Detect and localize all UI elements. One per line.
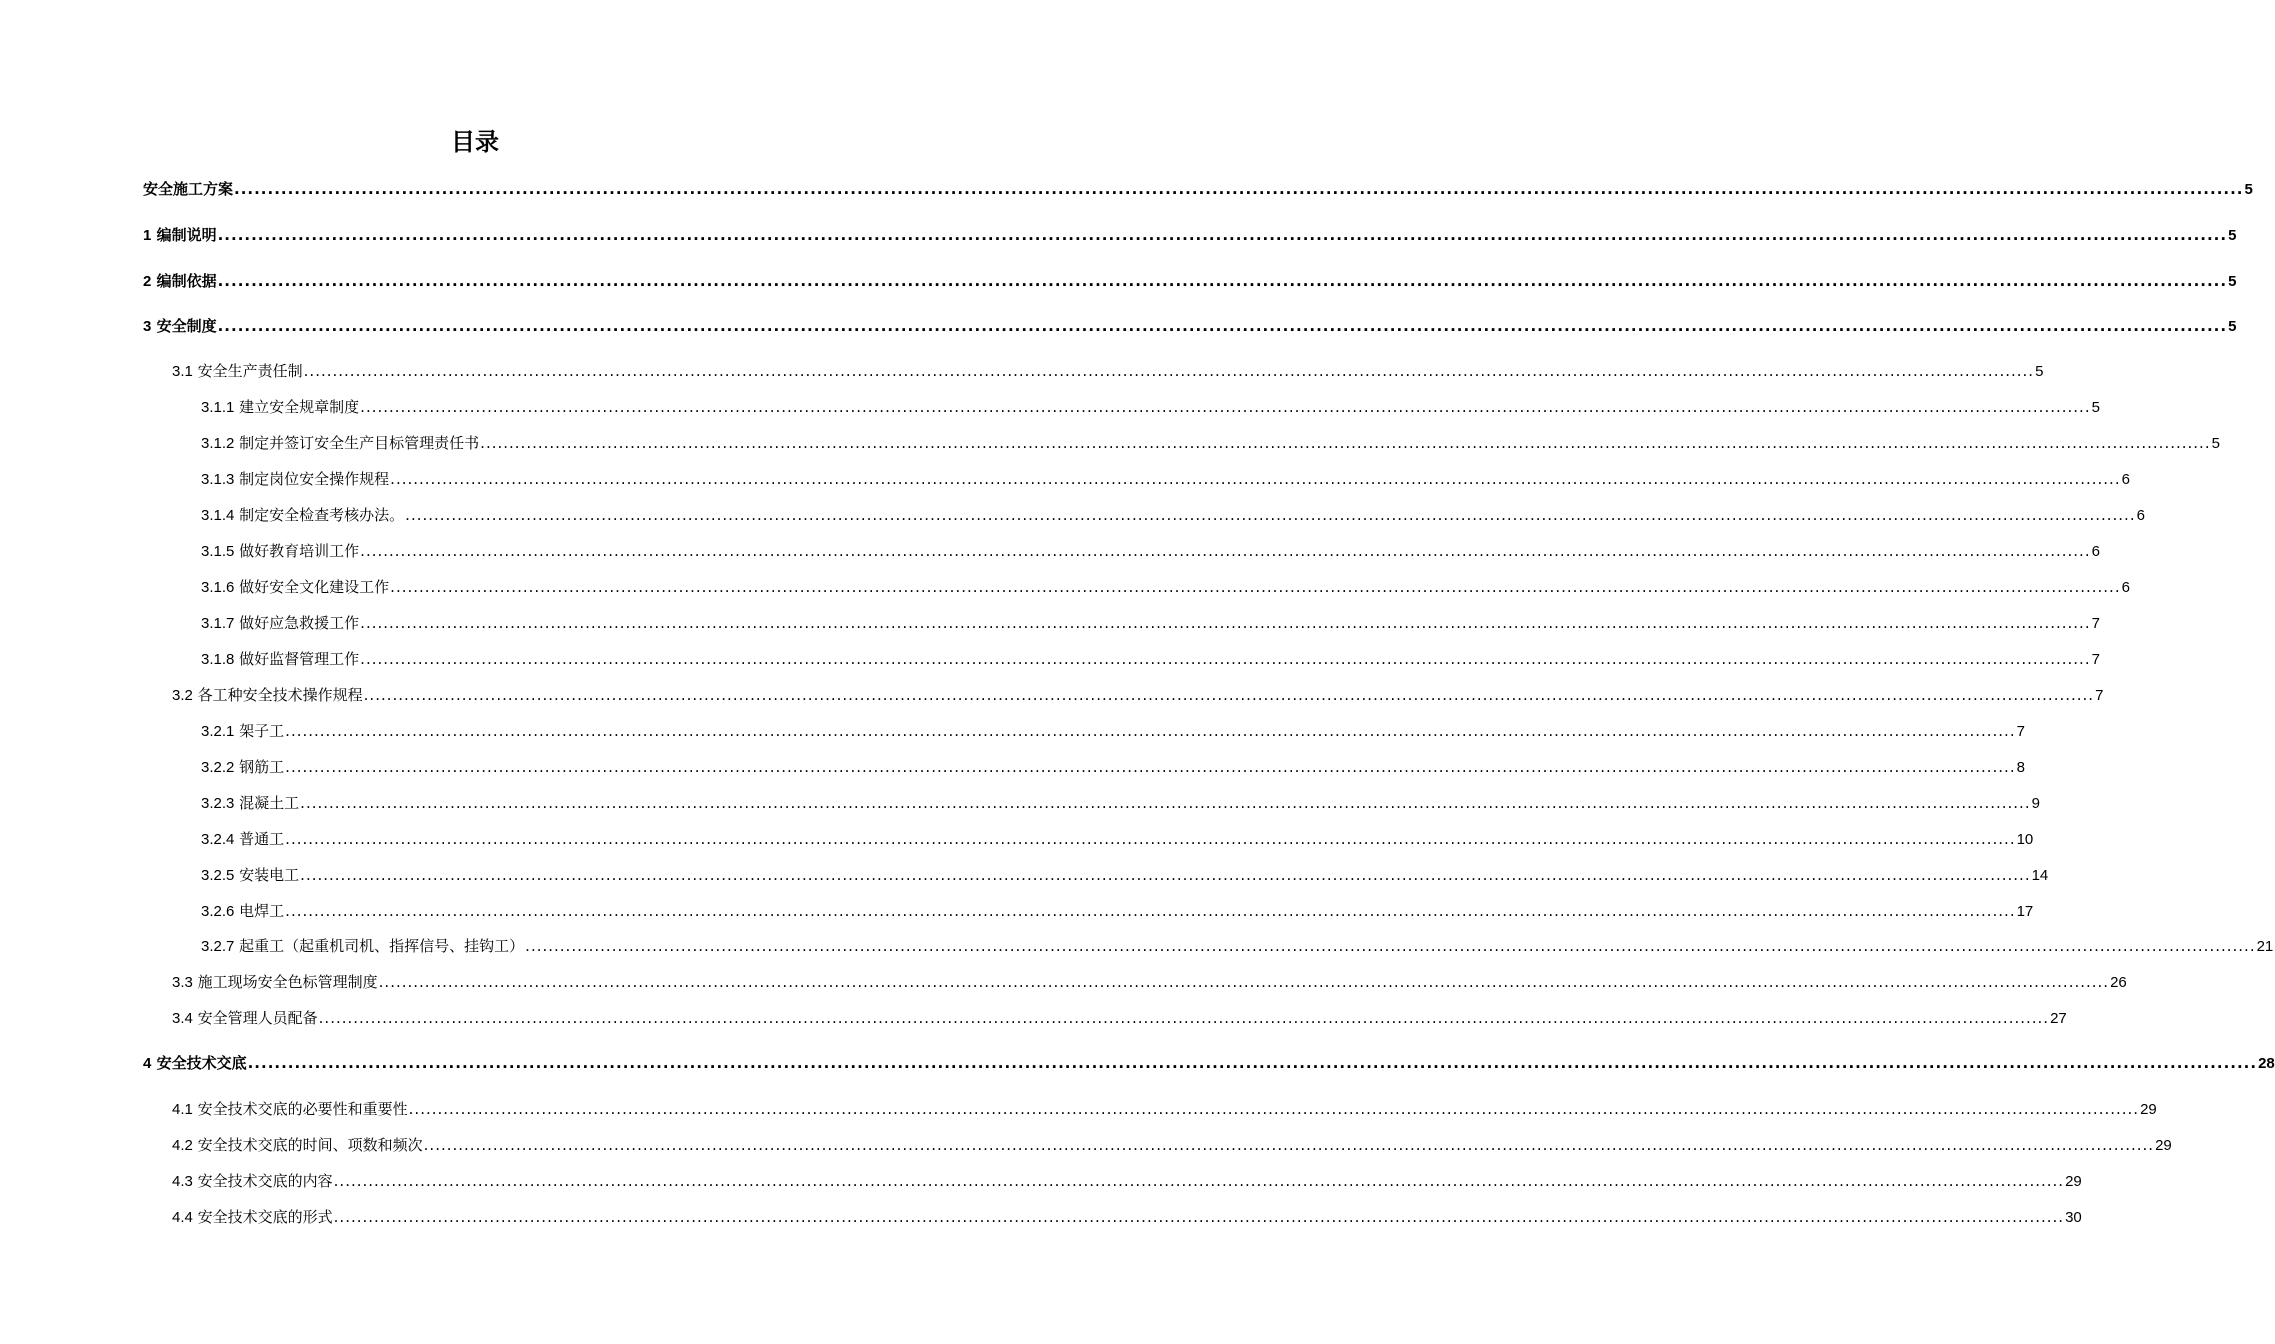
toc-leader-dots: ............................................................................................................................................................................................................................................................................................................ [360,398,2091,416]
document-title: 目录 [451,128,499,156]
toc-leader-dots: ............................................................................................................................................................................................................................................................................................................ [217,272,2228,290]
toc-entry[interactable] [201,612,2100,635]
toc-leader-dots: ............................................................................................................................................................................................................................................................................................................ [303,362,2035,380]
toc-entry[interactable] [201,432,2220,455]
toc-entry-number: 3.2 [172,687,193,704]
toc-leader-dots: ............................................................................................................................................................................................................................................................................................................ [360,542,2091,560]
toc-entry-number: 2 [143,273,152,290]
toc-entry-label [201,396,359,419]
toc-entry-label [172,684,363,707]
toc-entry-page: 17 [2016,903,2034,920]
toc-entry-page: 6 [2121,471,2130,488]
toc-entry[interactable] [143,224,2237,247]
toc-leader-dots: ............................................................................................................................................................................................................................................................................................................ [285,902,2016,920]
toc-entry-page: 6 [2091,543,2100,560]
toc-entry-text: 制定岗位安全操作规程 [239,470,390,488]
toc-entry-number: 3.2.5 [201,867,235,884]
toc-leader-dots: ............................................................................................................................................................................................................................................................................................................ [333,1208,2065,1226]
toc-entry-number: 1 [143,227,152,244]
toc-entry-text: 架子工 [239,722,285,740]
toc-leader-dots: ............................................................................................................................................................................................................................................................................................................ [423,1136,2155,1154]
toc-entry-text: 做好应急救援工作 [239,614,360,632]
toc-entry-page: 5 [2035,363,2044,380]
toc-entry-text: 普通工 [239,830,285,848]
toc-entry-page: 5 [2091,399,2100,416]
toc-entry-label [143,1052,247,1075]
toc-entry[interactable] [201,504,2145,527]
toc-entry[interactable] [201,756,2025,779]
toc-entry-page: 8 [2016,759,2025,776]
toc-entry-text: 安全技术交底的内容 [197,1172,333,1190]
toc-leader-dots: ............................................................................................................................................................................................................................................................................................................ [217,317,2228,335]
toc-leader-dots: ............................................................................................................................................................................................................................................................................................................ [378,973,2110,991]
toc-entry[interactable] [201,935,2274,958]
toc-entry-text: 安全技术交底的形式 [197,1208,333,1226]
toc-entry-number: 3.4 [172,1010,193,1027]
toc-leader-dots: ............................................................................................................................................................................................................................................................................................................ [390,470,2121,488]
toc-entry-text: 做好教育培训工作 [239,542,360,560]
toc-leader-dots: ............................................................................................................................................................................................................................................................................................................ [480,434,2211,452]
toc-entry-number: 3.1 [172,363,193,380]
toc-leader-dots: ............................................................................................................................................................................................................................................................................................................ [333,1172,2065,1190]
toc-entry-text: 安全制度 [156,317,217,335]
toc-leader-dots: ............................................................................................................................................................................................................................................................................................................ [247,1054,2258,1072]
toc-entry-number: 3.2.7 [201,938,235,955]
toc-entry[interactable] [201,468,2130,491]
toc-entry-page: 7 [2091,651,2100,668]
toc-entry-page: 5 [2211,435,2220,452]
toc-entry-number: 3.2.4 [201,831,235,848]
toc-entry[interactable] [143,178,2253,201]
toc-leader-dots: ............................................................................................................................................................................................................................................................................................................ [405,506,2136,524]
toc-entry-number: 3.1.7 [201,615,235,632]
toc-leader-dots: ............................................................................................................................................................................................................................................................................................................ [217,226,2228,244]
toc-entry-label [201,720,284,743]
toc-entry-page: 29 [2155,1137,2172,1154]
toc-entry[interactable] [201,792,2040,815]
toc-entry-text: 制定并签订安全生产目标管理责任书 [239,434,480,452]
toc-entry-page: 5 [2228,227,2237,244]
toc-entry-label [172,1007,318,1030]
toc-entry[interactable] [201,648,2100,671]
toc-entry-label [201,756,284,779]
toc-leader-dots: ............................................................................................................................................................................................................................................................................................................ [408,1100,2140,1118]
toc-entry-text: 安全施工方案 [143,180,234,198]
toc-entry-label [172,1134,423,1157]
toc-entry-label [143,178,233,200]
toc-entry[interactable] [143,270,2237,293]
toc-entry-label [201,935,524,958]
toc-entry-text: 电焊工 [239,902,285,920]
toc-entry-number: 3.1.8 [201,651,235,668]
toc-leader-dots: ............................................................................................................................................................................................................................................................................................................ [234,180,2244,198]
toc-leader-dots: ............................................................................................................................................................................................................................................................................................................ [363,686,2095,704]
toc-entry-number: 4.1 [172,1101,193,1118]
toc-entry-text: 施工现场安全色标管理制度 [197,973,378,991]
toc-entry[interactable] [201,576,2130,599]
toc-entry-text: 做好监督管理工作 [239,650,360,668]
toc-leader-dots: ............................................................................................................................................................................................................................................................................................................ [300,866,2031,884]
toc-entry[interactable] [201,396,2100,419]
toc-entry-page: 14 [2031,867,2049,884]
toc-entry-number: 4 [143,1055,152,1072]
toc-entry-label [201,792,299,815]
toc-entry-label [201,828,284,851]
toc-entry-page: 5 [2244,181,2253,198]
toc-entry[interactable] [172,1206,2082,1229]
toc-leader-dots: ............................................................................................................................................................................................................................................................................................................ [390,578,2121,596]
toc-entry-label [172,971,378,994]
toc-leader-dots: ............................................................................................................................................................................................................................................................................................................ [285,758,2016,776]
toc-entry-text: 起重工（起重机司机、指挥信号、挂钩工） [239,937,525,955]
toc-entry-label [143,315,217,338]
toc-entry-page: 26 [2110,974,2127,991]
toc-entry-text: 安全生产责任制 [197,362,303,380]
toc-entry[interactable] [172,1134,2172,1157]
toc-entry[interactable] [201,900,2034,923]
toc-entry-text: 安全管理人员配备 [197,1009,318,1027]
toc-leader-dots: ............................................................................................................................................................................................................................................................................................................ [360,650,2091,668]
toc-entry-page: 29 [2065,1173,2082,1190]
toc-entry-number: 3.1.5 [201,543,235,560]
toc-leader-dots: ............................................................................................................................................................................................................................................................................................................ [300,794,2031,812]
toc-entry[interactable] [172,971,2127,994]
toc-entry-text: 钢筋工 [239,758,285,776]
toc-entry-label [201,504,404,527]
toc-entry-label [201,864,299,887]
toc-leader-dots: ............................................................................................................................................................................................................................................................................................................ [525,937,2256,955]
toc-entry[interactable] [172,1007,2067,1030]
toc-entry-text: 各工种安全技术操作规程 [197,686,363,704]
toc-entry-page: 5 [2228,273,2237,290]
toc-entry-text: 安装电工 [239,866,300,884]
toc-entry-label [201,468,389,491]
toc-entry-text: 混凝土工 [239,794,300,812]
toc-entry-number: 3.1.3 [201,471,235,488]
toc-entry[interactable] [201,828,2034,851]
toc-entry-label [201,576,389,599]
toc-entry-page: 10 [2016,831,2034,848]
toc-entry-label [201,648,359,671]
toc-entry-label [201,432,479,455]
toc-entry-page: 29 [2140,1101,2157,1118]
toc-entry-number: 3.2.3 [201,795,235,812]
toc-entry[interactable] [172,684,2104,707]
toc-entry-label [201,540,359,563]
toc-entry-label [143,270,217,293]
toc-entry-number: 3.3 [172,974,193,991]
toc-entry-page: 6 [2121,579,2130,596]
toc-entry-page: 30 [2065,1209,2082,1226]
toc-entry-page: 6 [2136,507,2145,524]
toc-entry-text: 安全技术交底 [156,1054,247,1072]
toc-entry-label [172,1098,408,1121]
toc-entry-page: 5 [2228,318,2237,335]
toc-entry-number: 4.4 [172,1209,193,1226]
toc-entry-label [172,1170,333,1193]
toc-entry-number: 3.1.6 [201,579,235,596]
toc-leader-dots: ............................................................................................................................................................................................................................................................................................................ [285,722,2016,740]
toc-entry[interactable] [143,1052,2275,1075]
toc-entry-number: 3.2.6 [201,903,235,920]
toc-entry-text: 安全技术交底的时间、项数和频次 [197,1136,423,1154]
toc-entry-text: 制定安全检查考核办法。 [239,506,405,524]
toc-entry-page: 27 [2050,1010,2067,1027]
toc-entry-label [172,1206,333,1229]
toc-leader-dots: ............................................................................................................................................................................................................................................................................................................ [360,614,2091,632]
toc-entry[interactable] [143,315,2237,338]
toc-leader-dots: ............................................................................................................................................................................................................................................................................................................ [285,830,2016,848]
toc-leader-dots: ............................................................................................................................................................................................................................................................................................................ [318,1009,2050,1027]
toc-entry-text: 建立安全规章制度 [239,398,360,416]
toc-entry-number: 4.2 [172,1137,193,1154]
toc-entry-page: 28 [2258,1055,2275,1072]
toc-entry-label [201,900,284,923]
toc-entry-label [143,224,217,247]
toc-entry-number: 3.1.1 [201,399,235,416]
toc-entry-number: 3.2.2 [201,759,235,776]
toc-entry[interactable] [172,360,2044,383]
toc-entry-number: 3.1.4 [201,507,235,524]
toc-entry-page: 9 [2031,795,2040,812]
toc-entry-label [172,360,303,383]
toc-entry-page: 21 [2256,938,2274,955]
toc-entry-text: 安全技术交底的必要性和重要性 [197,1100,408,1118]
toc-entry[interactable] [172,1098,2157,1121]
toc-entry-page: 7 [2095,687,2104,704]
toc-entry-number: 3 [143,318,152,335]
toc-entry-number: 3.1.2 [201,435,235,452]
toc-entry-page: 7 [2016,723,2025,740]
toc-entry-text: 编制说明 [156,226,217,244]
toc-entry-number: 4.3 [172,1173,193,1190]
toc-entry[interactable] [172,1170,2082,1193]
toc-entry-number: 3.2.1 [201,723,235,740]
toc-entry[interactable] [201,720,2025,743]
toc-entry-text: 做好安全文化建设工作 [239,578,390,596]
toc-entry-text: 编制依据 [156,272,217,290]
toc-entry-page: 7 [2091,615,2100,632]
toc-entry[interactable] [201,540,2100,563]
toc-entry[interactable] [201,864,2049,887]
toc-entry-label [201,612,359,635]
